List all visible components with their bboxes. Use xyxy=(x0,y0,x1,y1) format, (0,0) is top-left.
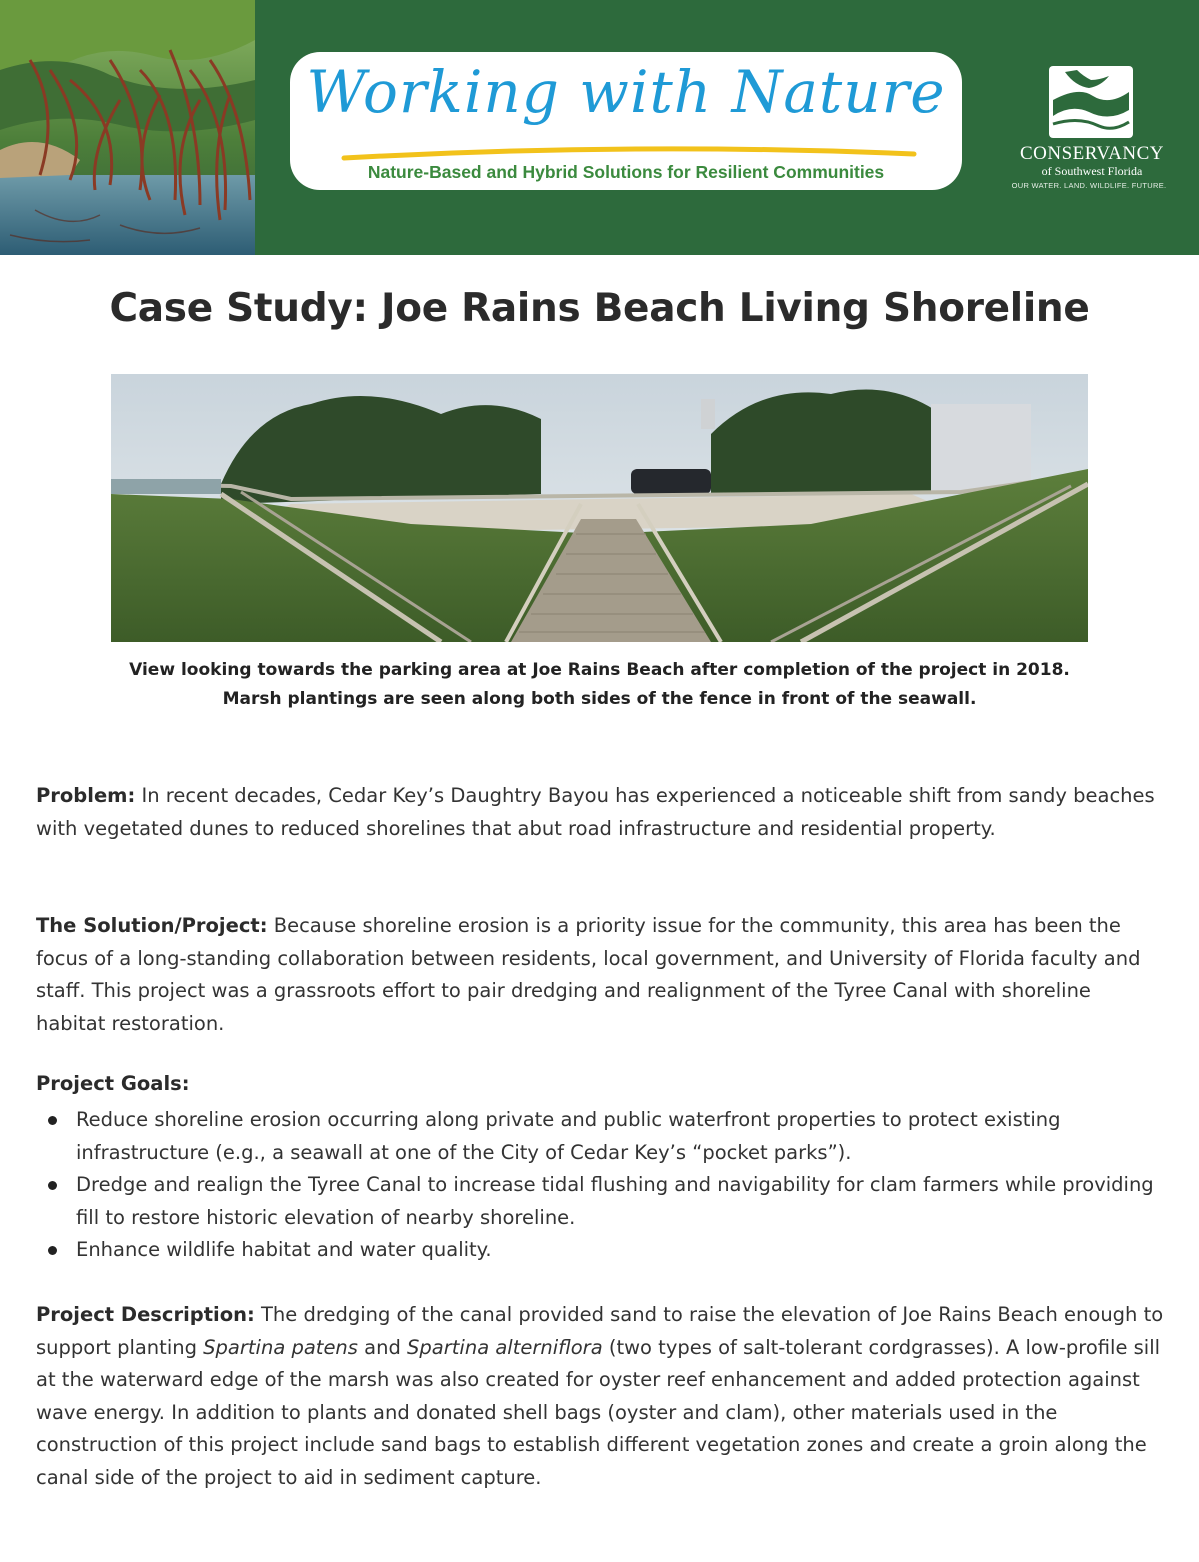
problem-label: Problem: xyxy=(36,784,136,807)
solution-section xyxy=(36,910,1166,1040)
problem-section xyxy=(36,780,1166,845)
title-card xyxy=(290,52,962,190)
solution-text: Because shoreline erosion is a priority issue for the community, this area has been the focus of a long-standing collaboration between residents, local government, and University of Florida faculty and staff. This project was a grassroots effort to pair dredging and realignment of the Tyree Canal with shoreline habitat restoration. xyxy=(36,914,1141,1035)
species-spartina-patens: Spartina patens xyxy=(203,1335,358,1359)
description-text-1: The dredging of the canal provided sand to raise the elevation of Joe Rains Beach enough to support planting xyxy=(36,1303,1164,1359)
bullet-icon xyxy=(48,1181,57,1190)
description-label: Project Description: xyxy=(36,1303,255,1326)
program-tagline: Nature-Based and Hybrid Solutions for Resilient Communities xyxy=(367,162,885,182)
bullet-icon xyxy=(48,1246,57,1255)
page-title: Case Study: Joe Rains Beach Living Shoreline xyxy=(109,286,1090,331)
description-section xyxy=(36,1299,1166,1494)
header-banner xyxy=(0,0,1199,255)
conservancy-subname: of Southwest Florida xyxy=(1041,164,1143,178)
joe-rains-beach-photo xyxy=(111,374,1088,642)
caption-line-2: Marsh plantings are seen along both sides of the fence in front of the seawall. xyxy=(222,689,977,709)
conservancy-name: CONSERVANCY xyxy=(1019,143,1165,164)
description-text-3: (two types of salt-tolerant cordgrasses). A low-profile sill at the waterward edge of the marsh was also created for oyster reef enhancement and added protection against wave energy. In addition to plants and donated shell bags (oyster and clam), other materials used in the construction of this project include sand bags to establish different vegetation zones and create a groin along the canal side of the project to aid in sediment capture. xyxy=(36,1335,1161,1489)
program-title: Working with Nature xyxy=(306,58,946,126)
goals-heading: Project Goals: xyxy=(36,1072,190,1095)
solution-label: The Solution/Project: xyxy=(36,914,268,937)
goal-text: Enhance wildlife habitat and water quality. xyxy=(76,1238,492,1261)
photo-caption xyxy=(0,656,1199,714)
caption-line-1: View looking towards the parking area at Joe Rains Beach after completion of the project in 2018. xyxy=(129,660,1070,680)
bullet-icon xyxy=(48,1116,57,1125)
goal-item xyxy=(76,1104,1156,1169)
problem-text: In recent decades, Cedar Key’s Daughtry Bayou has experienced a noticeable shift from sandy beaches with vegetated dunes to reduced shorelines that abut road infrastructure and residential property. xyxy=(36,784,1155,840)
goal-item xyxy=(76,1234,1156,1267)
yellow-swoosh-icon xyxy=(334,144,924,164)
description-text-2: and xyxy=(357,1335,408,1359)
conservancy-motto: OUR WATER. LAND. WILDLIFE. FUTURE. xyxy=(1011,181,1167,190)
goal-text: Reduce shoreline erosion occurring along private and public waterfront properties to protect existing infrastructure (e.g., a seawall at one of the City of Cedar Key’s “pocket parks”). xyxy=(76,1108,1061,1164)
mangrove-illustration xyxy=(0,0,255,255)
goal-text: Dredge and realign the Tyree Canal to increase tidal flushing and navigability for clam farmers while providing fill to restore historic elevation of nearby shoreline. xyxy=(76,1173,1154,1229)
species-spartina-alterniflora: Spartina alterniflora xyxy=(407,1335,603,1359)
goal-item xyxy=(76,1169,1156,1234)
conservancy-logo-icon xyxy=(1049,66,1133,138)
